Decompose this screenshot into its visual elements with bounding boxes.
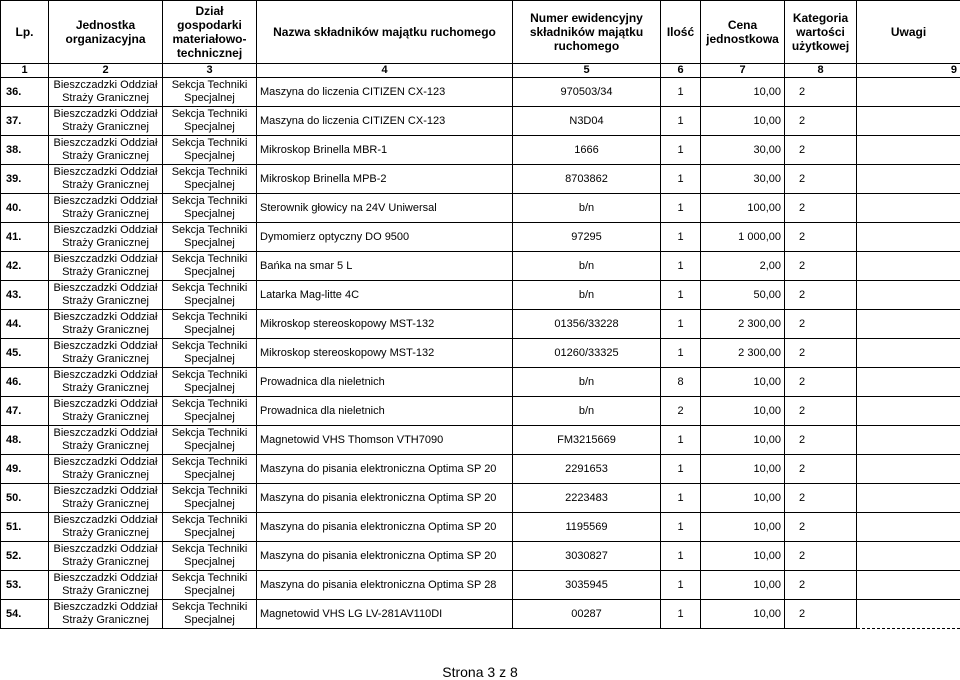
header-qty: Ilość xyxy=(661,1,701,64)
notes xyxy=(857,281,960,310)
department: Sekcja Techniki Specjalnej xyxy=(163,310,257,339)
serial-number: N3D04 xyxy=(513,107,661,136)
department: Sekcja Techniki Specjalnej xyxy=(163,223,257,252)
serial-number: 1666 xyxy=(513,136,661,165)
row-number: 44. xyxy=(1,310,49,339)
item-name: Maszyna do pisania elektroniczna Optima SP 20 xyxy=(257,542,513,571)
value-category: 2 xyxy=(785,252,857,281)
item-name: Maszyna do liczenia CITIZEN CX-123 xyxy=(257,107,513,136)
serial-number: 3030827 xyxy=(513,542,661,571)
unit-price: 10,00 xyxy=(701,600,785,629)
header-row xyxy=(1,1,960,64)
organizational-unit: Bieszczadzki Oddział Straży Granicznej xyxy=(49,426,163,455)
row-number: 51. xyxy=(1,513,49,542)
item-name: Latarka Mag-litte 4C xyxy=(257,281,513,310)
serial-number: 2223483 xyxy=(513,484,661,513)
value-category: 2 xyxy=(785,397,857,426)
value-category: 2 xyxy=(785,107,857,136)
column-number: 6 xyxy=(661,64,701,78)
quantity: 1 xyxy=(661,310,701,339)
column-number: 9 xyxy=(857,64,960,78)
quantity: 1 xyxy=(661,107,701,136)
serial-number: 2291653 xyxy=(513,455,661,484)
value-category: 2 xyxy=(785,339,857,368)
table-row xyxy=(1,426,960,455)
table-row xyxy=(1,455,960,484)
department: Sekcja Techniki Specjalnej xyxy=(163,426,257,455)
column-number: 4 xyxy=(257,64,513,78)
notes xyxy=(857,455,960,484)
value-category: 2 xyxy=(785,484,857,513)
notes xyxy=(857,252,960,281)
department: Sekcja Techniki Specjalnej xyxy=(163,78,257,107)
item-name: Prowadnica dla nieletnich xyxy=(257,368,513,397)
notes xyxy=(857,194,960,223)
serial-number: b/n xyxy=(513,397,661,426)
notes xyxy=(857,165,960,194)
organizational-unit: Bieszczadzki Oddział Straży Granicznej xyxy=(49,542,163,571)
table-row xyxy=(1,223,960,252)
quantity: 1 xyxy=(661,165,701,194)
organizational-unit: Bieszczadzki Oddział Straży Granicznej xyxy=(49,107,163,136)
column-number-row xyxy=(1,64,960,78)
serial-number: 8703862 xyxy=(513,165,661,194)
serial-number: FM3215669 xyxy=(513,426,661,455)
table-row xyxy=(1,600,960,629)
page-footer: Strona 3 z 8 xyxy=(0,664,960,680)
row-number: 53. xyxy=(1,571,49,600)
serial-number: b/n xyxy=(513,281,661,310)
unit-price: 2 300,00 xyxy=(701,339,785,368)
organizational-unit: Bieszczadzki Oddział Straży Granicznej xyxy=(49,252,163,281)
serial-number: b/n xyxy=(513,252,661,281)
table-body xyxy=(1,78,960,629)
quantity: 1 xyxy=(661,571,701,600)
serial-number: b/n xyxy=(513,368,661,397)
row-number: 48. xyxy=(1,426,49,455)
organizational-unit: Bieszczadzki Oddział Straży Granicznej xyxy=(49,571,163,600)
row-number: 50. xyxy=(1,484,49,513)
serial-number: 1195569 xyxy=(513,513,661,542)
notes xyxy=(857,223,960,252)
unit-price: 10,00 xyxy=(701,455,785,484)
quantity: 1 xyxy=(661,542,701,571)
item-name: Maszyna do pisania elektroniczna Optima SP 28 xyxy=(257,571,513,600)
notes xyxy=(857,571,960,600)
unit-price: 2,00 xyxy=(701,252,785,281)
unit-price: 50,00 xyxy=(701,281,785,310)
unit-price: 1 000,00 xyxy=(701,223,785,252)
row-number: 45. xyxy=(1,339,49,368)
department: Sekcja Techniki Specjalnej xyxy=(163,542,257,571)
item-name: Mikroskop stereoskopowy MST-132 xyxy=(257,310,513,339)
table-row xyxy=(1,165,960,194)
serial-number: 01356/33228 xyxy=(513,310,661,339)
item-name: Bańka na smar 5 L xyxy=(257,252,513,281)
quantity: 1 xyxy=(661,223,701,252)
row-number: 52. xyxy=(1,542,49,571)
organizational-unit: Bieszczadzki Oddział Straży Granicznej xyxy=(49,223,163,252)
notes xyxy=(857,310,960,339)
table-row xyxy=(1,107,960,136)
notes xyxy=(857,136,960,165)
unit-price: 10,00 xyxy=(701,513,785,542)
notes xyxy=(857,368,960,397)
value-category: 2 xyxy=(785,513,857,542)
organizational-unit: Bieszczadzki Oddział Straży Granicznej xyxy=(49,194,163,223)
item-name: Prowadnica dla nieletnich xyxy=(257,397,513,426)
table-row xyxy=(1,194,960,223)
organizational-unit: Bieszczadzki Oddział Straży Granicznej xyxy=(49,484,163,513)
item-name: Maszyna do pisania elektroniczna Optima SP 20 xyxy=(257,513,513,542)
quantity: 1 xyxy=(661,252,701,281)
department: Sekcja Techniki Specjalnej xyxy=(163,194,257,223)
serial-number: 970503/34 xyxy=(513,78,661,107)
table-row xyxy=(1,484,960,513)
row-number: 37. xyxy=(1,107,49,136)
row-number: 42. xyxy=(1,252,49,281)
table-row xyxy=(1,281,960,310)
unit-price: 10,00 xyxy=(701,78,785,107)
row-number: 38. xyxy=(1,136,49,165)
table-row xyxy=(1,310,960,339)
quantity: 1 xyxy=(661,194,701,223)
row-number: 39. xyxy=(1,165,49,194)
organizational-unit: Bieszczadzki Oddział Straży Granicznej xyxy=(49,78,163,107)
column-number: 2 xyxy=(49,64,163,78)
department: Sekcja Techniki Specjalnej xyxy=(163,107,257,136)
table-row xyxy=(1,339,960,368)
item-name: Maszyna do liczenia CITIZEN CX-123 xyxy=(257,78,513,107)
department: Sekcja Techniki Specjalnej xyxy=(163,339,257,368)
value-category: 2 xyxy=(785,600,857,629)
unit-price: 10,00 xyxy=(701,571,785,600)
value-category: 2 xyxy=(785,455,857,484)
column-number: 5 xyxy=(513,64,661,78)
notes xyxy=(857,542,960,571)
row-number: 49. xyxy=(1,455,49,484)
organizational-unit: Bieszczadzki Oddział Straży Granicznej xyxy=(49,397,163,426)
department: Sekcja Techniki Specjalnej xyxy=(163,455,257,484)
notes xyxy=(857,426,960,455)
notes xyxy=(857,600,960,629)
item-name: Maszyna do pisania elektroniczna Optima SP 20 xyxy=(257,455,513,484)
row-number: 46. xyxy=(1,368,49,397)
organizational-unit: Bieszczadzki Oddział Straży Granicznej xyxy=(49,136,163,165)
department: Sekcja Techniki Specjalnej xyxy=(163,484,257,513)
organizational-unit: Bieszczadzki Oddział Straży Granicznej xyxy=(49,455,163,484)
table-row xyxy=(1,513,960,542)
item-name: Sterownik głowicy na 24V Uniwersal xyxy=(257,194,513,223)
item-name: Maszyna do pisania elektroniczna Optima SP 20 xyxy=(257,484,513,513)
quantity: 1 xyxy=(661,136,701,165)
unit-price: 10,00 xyxy=(701,484,785,513)
table-row xyxy=(1,571,960,600)
notes xyxy=(857,339,960,368)
department: Sekcja Techniki Specjalnej xyxy=(163,165,257,194)
organizational-unit: Bieszczadzki Oddział Straży Granicznej xyxy=(49,513,163,542)
header-name: Nazwa składników majątku ruchomego xyxy=(257,1,513,64)
value-category: 2 xyxy=(785,426,857,455)
header-price: Cena jednostkowa xyxy=(701,1,785,64)
table-row xyxy=(1,136,960,165)
value-category: 2 xyxy=(785,310,857,339)
unit-price: 2 300,00 xyxy=(701,310,785,339)
department: Sekcja Techniki Specjalnej xyxy=(163,571,257,600)
value-category: 2 xyxy=(785,368,857,397)
unit-price: 30,00 xyxy=(701,165,785,194)
header-unit: Jednostka organizacyjna xyxy=(49,1,163,64)
quantity: 1 xyxy=(661,78,701,107)
notes xyxy=(857,397,960,426)
value-category: 2 xyxy=(785,542,857,571)
table-row xyxy=(1,252,960,281)
serial-number: b/n xyxy=(513,194,661,223)
unit-price: 10,00 xyxy=(701,107,785,136)
serial-number: 00287 xyxy=(513,600,661,629)
organizational-unit: Bieszczadzki Oddział Straży Granicznej xyxy=(49,368,163,397)
quantity: 1 xyxy=(661,455,701,484)
value-category: 2 xyxy=(785,194,857,223)
quantity: 2 xyxy=(661,397,701,426)
unit-price: 30,00 xyxy=(701,136,785,165)
item-name: Magnetowid VHS Thomson VTH7090 xyxy=(257,426,513,455)
unit-price: 100,00 xyxy=(701,194,785,223)
quantity: 1 xyxy=(661,513,701,542)
unit-price: 10,00 xyxy=(701,397,785,426)
value-category: 2 xyxy=(785,78,857,107)
item-name: Mikroskop Brinella MPB-2 xyxy=(257,165,513,194)
department: Sekcja Techniki Specjalnej xyxy=(163,600,257,629)
department: Sekcja Techniki Specjalnej xyxy=(163,281,257,310)
department: Sekcja Techniki Specjalnej xyxy=(163,252,257,281)
unit-price: 10,00 xyxy=(701,542,785,571)
row-number: 43. xyxy=(1,281,49,310)
table-row xyxy=(1,78,960,107)
quantity: 1 xyxy=(661,600,701,629)
column-number: 8 xyxy=(785,64,857,78)
item-name: Mikroskop Brinella MBR-1 xyxy=(257,136,513,165)
organizational-unit: Bieszczadzki Oddział Straży Granicznej xyxy=(49,165,163,194)
quantity: 1 xyxy=(661,339,701,368)
notes xyxy=(857,484,960,513)
quantity: 1 xyxy=(661,281,701,310)
row-number: 36. xyxy=(1,78,49,107)
organizational-unit: Bieszczadzki Oddział Straży Granicznej xyxy=(49,310,163,339)
organizational-unit: Bieszczadzki Oddział Straży Granicznej xyxy=(49,339,163,368)
row-number: 47. xyxy=(1,397,49,426)
notes xyxy=(857,78,960,107)
notes xyxy=(857,513,960,542)
column-number: 1 xyxy=(1,64,49,78)
serial-number: 3035945 xyxy=(513,571,661,600)
column-number: 3 xyxy=(163,64,257,78)
department: Sekcja Techniki Specjalnej xyxy=(163,397,257,426)
quantity: 8 xyxy=(661,368,701,397)
row-number: 54. xyxy=(1,600,49,629)
row-number: 41. xyxy=(1,223,49,252)
item-name: Mikroskop stereoskopowy MST-132 xyxy=(257,339,513,368)
table-row xyxy=(1,542,960,571)
item-name: Dymomierz optyczny DO 9500 xyxy=(257,223,513,252)
value-category: 2 xyxy=(785,281,857,310)
organizational-unit: Bieszczadzki Oddział Straży Granicznej xyxy=(49,281,163,310)
value-category: 2 xyxy=(785,136,857,165)
unit-price: 10,00 xyxy=(701,426,785,455)
table-row xyxy=(1,368,960,397)
header-dept: Dział gospodarki materiałowo-technicznej xyxy=(163,1,257,64)
column-number: 7 xyxy=(701,64,785,78)
unit-price: 10,00 xyxy=(701,368,785,397)
header-category: Kategoria wartości użytkowej xyxy=(785,1,857,64)
header-lp: Lp. xyxy=(1,1,49,64)
header-notes: Uwagi xyxy=(857,1,960,64)
row-number: 40. xyxy=(1,194,49,223)
organizational-unit: Bieszczadzki Oddział Straży Granicznej xyxy=(49,600,163,629)
value-category: 2 xyxy=(785,571,857,600)
quantity: 1 xyxy=(661,426,701,455)
department: Sekcja Techniki Specjalnej xyxy=(163,368,257,397)
department: Sekcja Techniki Specjalnej xyxy=(163,136,257,165)
department: Sekcja Techniki Specjalnej xyxy=(163,513,257,542)
serial-number: 97295 xyxy=(513,223,661,252)
notes xyxy=(857,107,960,136)
value-category: 2 xyxy=(785,165,857,194)
value-category: 2 xyxy=(785,223,857,252)
quantity: 1 xyxy=(661,484,701,513)
item-name: Magnetowid VHS LG LV-281AV110DI xyxy=(257,600,513,629)
serial-number: 01260/33325 xyxy=(513,339,661,368)
header-serial: Numer ewidencyjny składników majątku ruchomego xyxy=(513,1,661,64)
table-row xyxy=(1,397,960,426)
